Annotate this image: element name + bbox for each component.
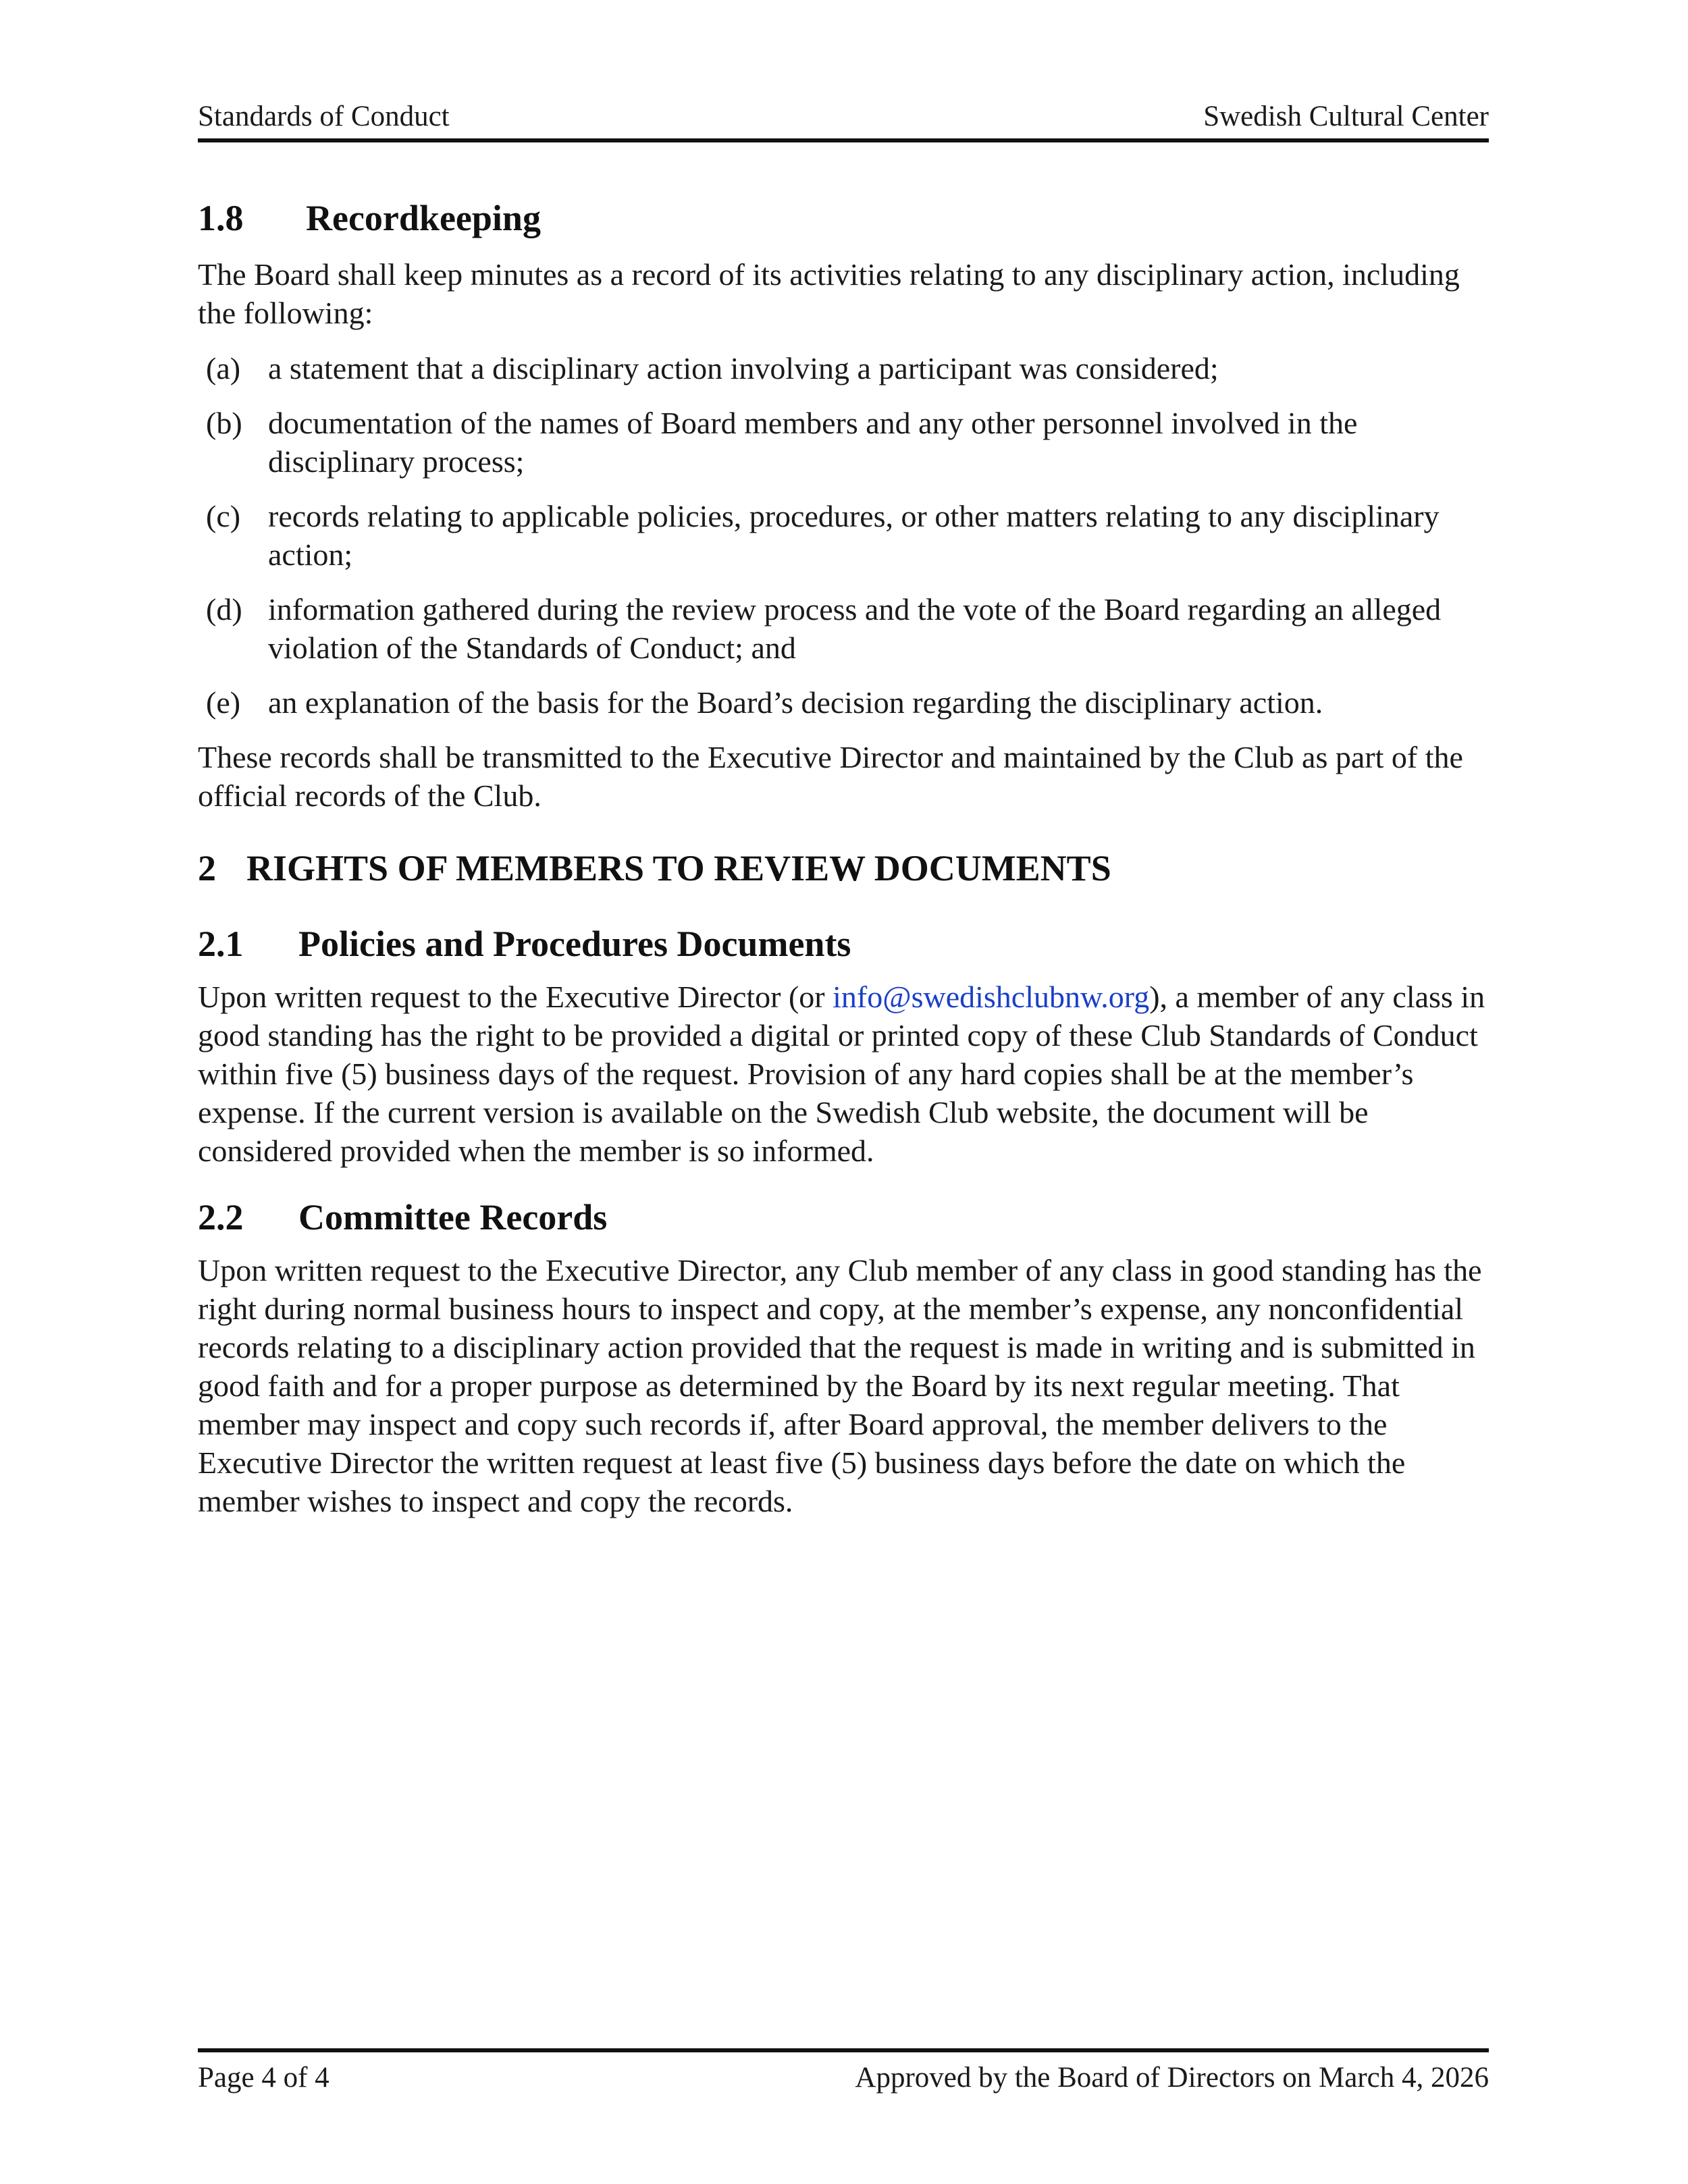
list-item-label: (a)	[206, 351, 241, 385]
section-1-8-number: 1.8	[198, 198, 244, 238]
list-item-label: (e)	[206, 685, 241, 720]
section-2-1-number: 2.1	[198, 924, 244, 964]
page-header	[198, 98, 1489, 142]
section-1-8-closing: These records shall be transmitted to the Executive Director and maintained by the Club as part of the official records of the Club.	[198, 740, 1463, 813]
section-2-2-heading	[198, 1195, 1498, 1240]
section-2-1-heading	[198, 922, 1498, 966]
list-item-text: a statement that a disciplinary action involving a participant was considered;	[268, 351, 1219, 385]
section-2-1-title: Policies and Procedures Documents	[298, 924, 851, 964]
email-link[interactable]: info@swedishclubnw.org	[833, 980, 1150, 1014]
list-item	[206, 683, 1498, 722]
header-document-title: Standards of Conduct	[198, 101, 450, 132]
list-item-text: documentation of the names of Board members and any other personnel involved in the disciplinary process;	[268, 406, 1358, 479]
footer-approval-note: Approved by the Board of Directors on March 4, 2026	[855, 2062, 1489, 2094]
list-item	[206, 590, 1498, 667]
list-item-label: (c)	[206, 499, 241, 533]
section-2-2-title: Committee Records	[298, 1197, 608, 1237]
section-1-8-heading	[198, 196, 1498, 240]
section-2-1-text-after: ), a member of any class in good standing has the right to be provided a digital or printed copy of these Club Standards of Conduct within five (5) business days of the request. Provision of any hard copies shall be at the member’s expense. If the current version is available on the Swedish Club website, the document will be considered provided when the member is so informed.	[198, 980, 1485, 1168]
section-2-1-body	[198, 978, 1498, 1170]
list-item-text: an explanation of the basis for the Board’s decision regarding the disciplinary action.	[268, 685, 1323, 720]
recordkeeping-list	[198, 349, 1498, 722]
footer-page-number: Page 4 of 4	[198, 2062, 329, 2094]
section-2-2-number: 2.2	[198, 1197, 244, 1237]
section-2-2-body: Upon written request to the Executive Director, any Club member of any class in good standing has the right during normal business hours to inspect and copy, at the member’s expense, any nonconfidential records relating to a disciplinary action provided that the request is made in writing and is submitted in good faith and for a proper purpose as determined by the Board by its next regular meeting. That member may inspect and copy such records if, after Board approval, the member delivers to the Executive Director the written request at least five (5) business days before the date on which the member wishes to inspect and copy the records.	[198, 1253, 1482, 1518]
section-2-title: RIGHTS OF MEMBERS TO REVIEW DOCUMENTS	[246, 848, 1111, 888]
list-item	[206, 349, 1498, 388]
page-footer	[198, 2048, 1489, 2100]
section-2-1-text-before: Upon written request to the Executive Director (or	[198, 980, 833, 1014]
list-item-text: records relating to applicable policies, procedures, or other matters relating to any disciplinary action;	[268, 499, 1440, 572]
list-item-label: (d)	[206, 592, 242, 627]
section-1-8-intro: The Board shall keep minutes as a record of its activities relating to any disciplinary action, including the following:	[198, 257, 1460, 330]
list-item	[206, 404, 1498, 481]
list-item-text: information gathered during the review process and the vote of the Board regarding an alleged violation of the Standards of Conduct; and	[268, 592, 1442, 665]
header-organization-name: Swedish Cultural Center	[1203, 101, 1489, 132]
document-body	[198, 196, 1498, 1520]
section-2-heading	[198, 846, 1498, 890]
section-2-number: 2	[198, 848, 216, 888]
list-item	[206, 497, 1498, 574]
list-item-label: (b)	[206, 406, 242, 440]
section-1-8-title: Recordkeeping	[306, 198, 541, 238]
